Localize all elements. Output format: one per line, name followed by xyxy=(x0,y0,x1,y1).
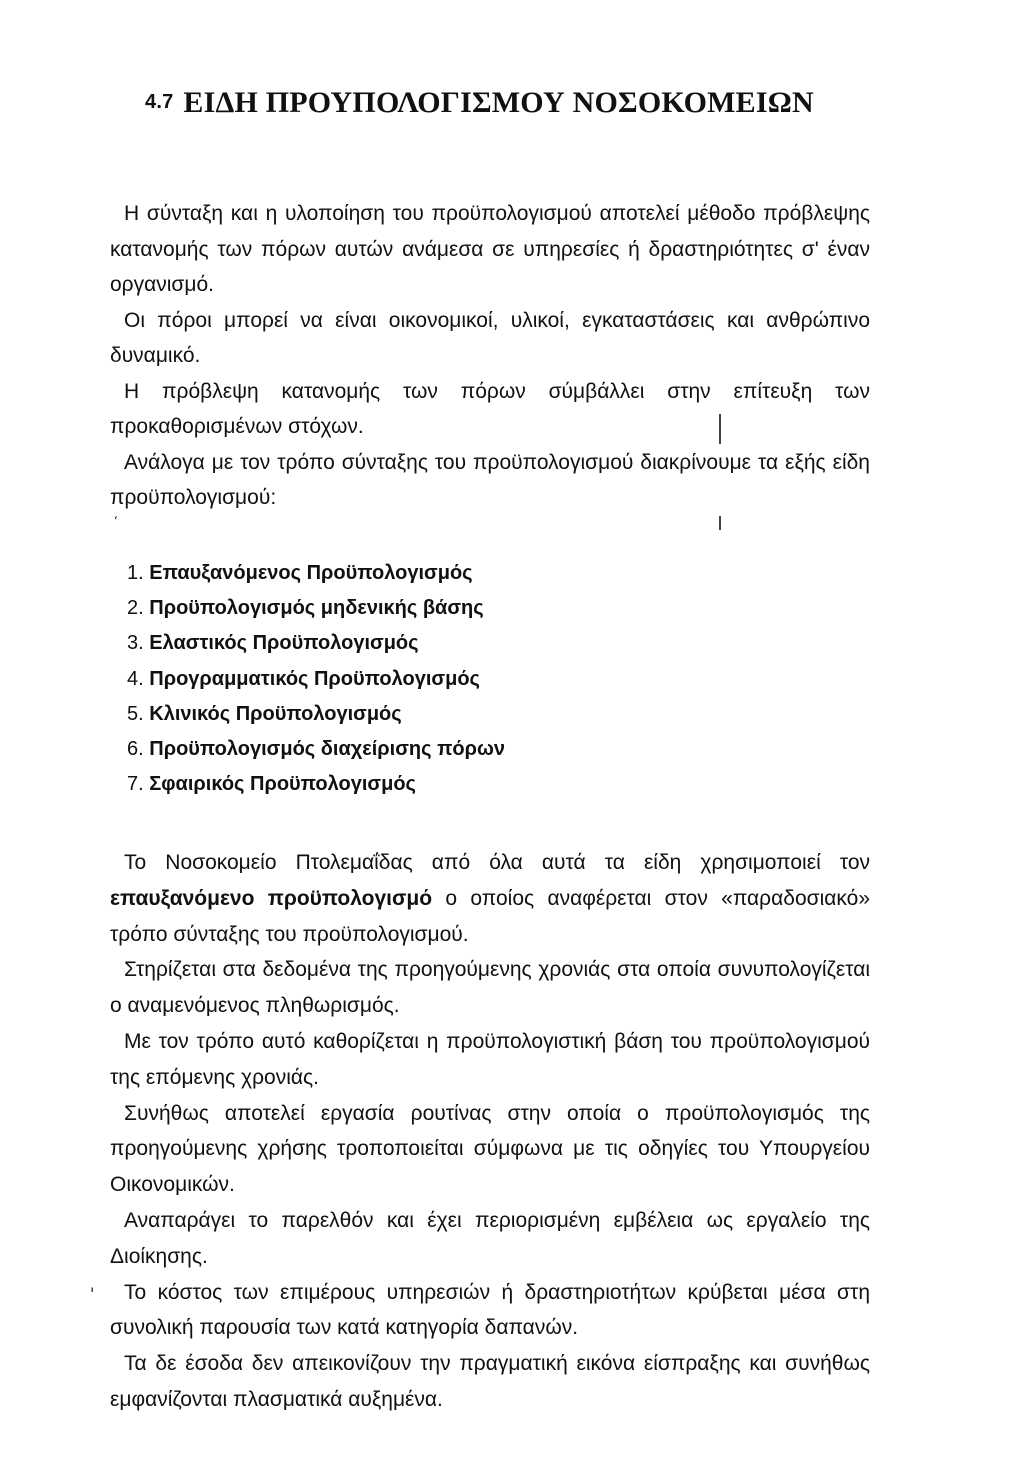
closing-paragraph: Το κόστος των επιμέρους υπηρεσιών ή δραστηριοτήτων κρύβεται μέσα στη συνολική παρουσία των κατά κατηγορία δαπανών. xyxy=(110,1280,870,1340)
scan-artifact: ‘ xyxy=(114,514,118,528)
closing-paragraph: Αναπαράγει το παρελθόν και έχει περιορισμένη εμβέλεια ως εργαλείο της Διοίκησης. xyxy=(110,1208,870,1268)
closing-paragraph: Τα δε έσοδα δεν απεικονίζουν την πραγματική εικόνα είσπραξης και συνήθως εμφανίζονται πλασματικά αυξημένα. xyxy=(110,1352,870,1411)
bold-term: επαυξανόμενο προϋπολογισμό xyxy=(110,886,433,910)
list-item: 5. Κλινικός Προϋπολογισμός xyxy=(127,702,402,725)
list-item: 7. Σφαιρικός Προϋπολογισμός xyxy=(127,773,416,796)
intro-paragraph: Η πρόβλεψη κατανομής των πόρων σύμβάλλει στην επίτευξη των προκαθορισμένων στόχων. xyxy=(110,379,870,438)
intro-paragraph: Η σύνταξη και η υλοποίηση του προϋπολογισμού αποτελεί μέθοδο πρόβλεψης κατανομής των πόρων αυτών ανάμεσα σε υπηρεσίες ή δραστηριότητες σ' έναν οργανισμό. xyxy=(110,202,870,296)
list-item: 1. Επαυξανόμενος Προϋπολογισμός xyxy=(127,562,473,584)
section-title: ΕΙΔΗ ΠΡΟΥΠΟΛΟΓΙΣΜΟΥ ΝΟΣΟΚΟΜΕΙΩΝ xyxy=(183,86,814,119)
list-item: 2. Προϋπολογισμός μηδενικής βάσης xyxy=(127,597,484,620)
list-item: 3. Ελαστικός Προϋπολογισμός xyxy=(127,632,419,655)
section-heading xyxy=(145,86,814,120)
closing-paragraph: Στηρίζεται στα δεδομένα της προηγούμενης χρονιάς στα οποία συνυπολογίζεται ο αναμενόμενος πληθωρισμός. xyxy=(110,958,870,1018)
closing-text xyxy=(110,845,870,1418)
intro-paragraph: Ανάλογα με τον τρόπο σύνταξης του προϋπολογισμού διακρίνουμε τα εξής είδη προϋπολογισμού: xyxy=(110,450,870,509)
budget-types-list xyxy=(127,556,505,802)
list-item: 6. Προϋπολογισμός διαχείρισης πόρων xyxy=(127,738,506,761)
scan-artifact xyxy=(719,414,721,444)
list-item: 4. Προγραμματικός Προϋπολογισμός xyxy=(127,667,480,690)
closing-paragraph: Συνήθως αποτελεί εργασία ρουτίνας στην οποία ο προϋπολογισμός της προηγούμενης χρήσης τροποποιείται σύμφωνα με τις οδηγίες του Υπουργείου Οικονομικών. xyxy=(110,1101,870,1197)
scan-artifact xyxy=(719,516,721,530)
section-number: 4.7 xyxy=(145,91,174,113)
intro-paragraph: Οι πόροι μπορεί να είναι οικονομικοί, υλικοί, εγκαταστάσεις και ανθρώπινο δυναμικό. xyxy=(110,308,870,367)
closing-paragraph: Με τον τρόπο αυτό καθορίζεται η προϋπολογιστική βάση του προϋπολογισμού της επόμενης χρονιάς. xyxy=(110,1029,870,1089)
intro-text xyxy=(110,196,870,516)
closing-paragraph: Το Νοσοκομείο Πτολεμαΐδας από όλα αυτά τα είδη χρησιμοποιεί τον επαυξανόμενο προϋπολογισμό ο οποίος αναφέρεται στον «παραδοσιακό» τρόπο σύνταξης του προϋπολογισμού. xyxy=(110,851,870,946)
scan-artifact: ' xyxy=(90,1284,95,1303)
